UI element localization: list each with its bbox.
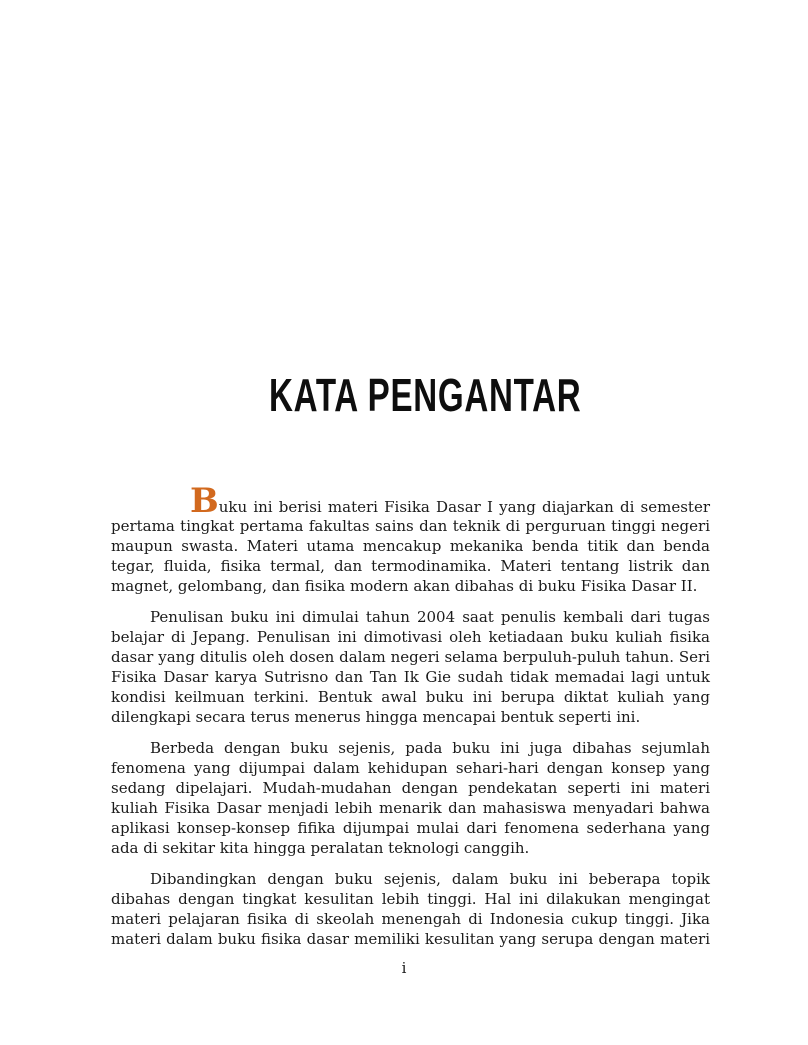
paragraph-line: Dibandingkan dengan buku sejenis, dalam buku ini beberapa topik xyxy=(150,870,710,888)
page-number: i xyxy=(401,959,407,977)
paragraph-line: materi pelajaran fisika di skeolah menengah di Indonesia cukup tinggi. Jika xyxy=(111,910,710,928)
paragraph xyxy=(111,481,710,596)
paragraph-line: Fisika Dasar karya Sutrisno dan Tan Ik Gie sudah tidak memadai lagi untuk xyxy=(111,668,710,686)
page-title xyxy=(269,369,703,421)
paragraph-line: Berbeda dengan buku sejenis, pada buku ini juga dibahas sejumlah xyxy=(150,739,710,757)
paragraph-line: pertama tingkat pertama fakultas sains dan teknik di perguruan tinggi negeri xyxy=(111,517,710,535)
paragraph-line: dasar yang ditulis oleh dosen dalam negeri selama berpuluh-puluh tahun. Seri xyxy=(111,648,710,666)
paragraph-line: sedang dipelajari. Mudah-mudahan dengan pendekatan seperti ini materi xyxy=(111,779,710,797)
page-title-text: KATA PENGANTAR xyxy=(269,369,582,421)
preface-body xyxy=(111,481,710,960)
drop-cap: B xyxy=(190,481,219,521)
paragraph-line: Penulisan buku ini dimulai tahun 2004 saat penulis kembali dari tugas xyxy=(150,608,710,626)
paragraph-line: aplikasi konsep-konsep fifika dijumpai mulai dari fenomena sederhana yang xyxy=(111,819,710,837)
paragraph-line: materi dalam buku fisika dasar memiliki kesulitan yang serupa dengan materi xyxy=(111,930,710,948)
paragraph-line: maupun swasta. Materi utama mencakup mekanika benda titik dan benda xyxy=(111,537,710,555)
paragraph-line: belajar di Jepang. Penulisan ini dimotivasi oleh ketiadaan buku kuliah fisika xyxy=(111,628,710,646)
paragraph xyxy=(111,738,710,858)
paragraph-line: kuliah Fisika Dasar menjadi lebih menarik dan mahasiswa menyadari bahwa xyxy=(111,799,710,817)
paragraph xyxy=(111,607,710,727)
paragraph-line: dilengkapi secara terus menerus hingga mencapai bentuk seperti ini. xyxy=(111,708,641,726)
paragraph-line xyxy=(111,481,710,521)
paragraph-line: kondisi keilmuan terkini. Bentuk awal buku ini berupa diktat kuliah yang xyxy=(111,688,710,706)
paragraph-line: ada di sekitar kita hingga peralatan teknologi canggih. xyxy=(111,839,530,857)
paragraph-line: magnet, gelombang, dan fisika modern akan dibahas di buku Fisika Dasar II. xyxy=(111,577,698,595)
paragraph-line: tegar, fluida, fisika termal, dan termodinamika. Materi tentang listrik dan xyxy=(111,557,710,575)
paragraph-line: dibahas dengan tingkat kesulitan lebih tinggi. Hal ini dilakukan mengingat xyxy=(111,890,710,908)
paragraph xyxy=(111,869,710,949)
paragraph-line: fenomena yang dijumpai dalam kehidupan sehari-hari dengan konsep yang xyxy=(111,759,710,777)
paragraph-line-text: uku ini berisi materi Fisika Dasar I yang diajarkan di semester xyxy=(218,498,710,516)
